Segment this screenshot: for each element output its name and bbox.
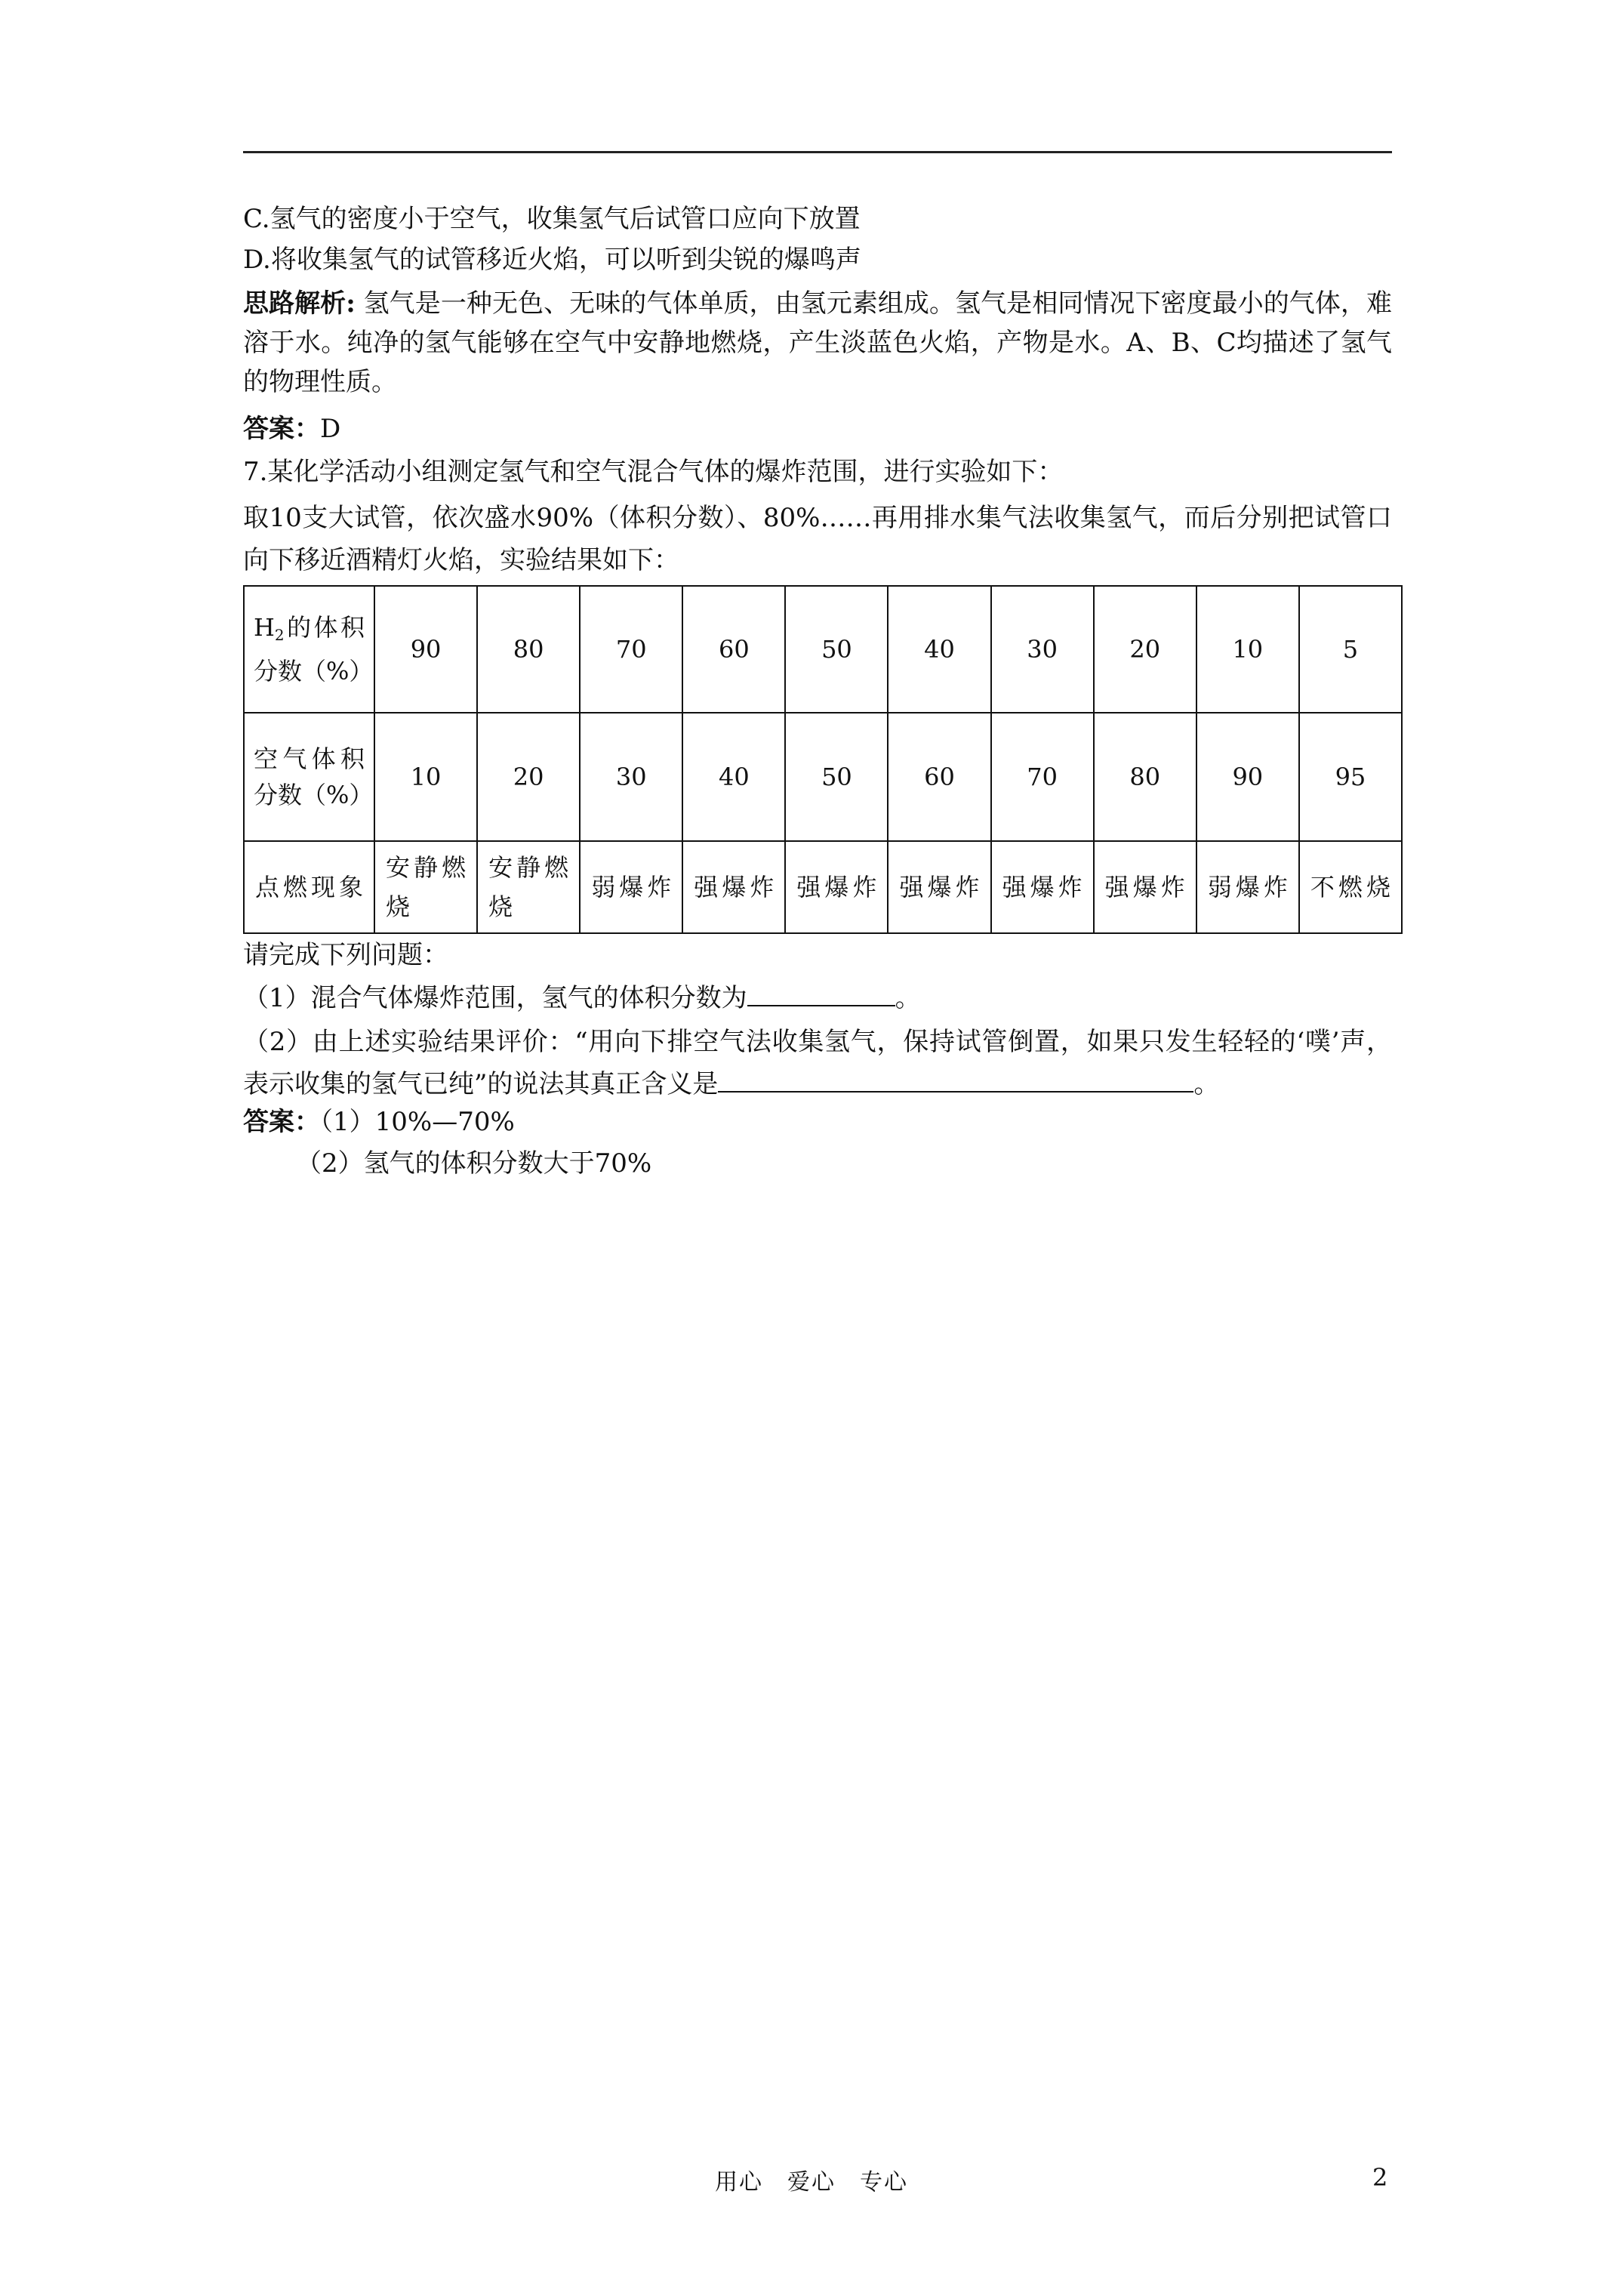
- table-row-h2: [244, 586, 1402, 713]
- table-cell: 20: [477, 713, 580, 841]
- table-cell: 90: [374, 586, 477, 713]
- table-cell: 不燃烧: [1299, 841, 1402, 933]
- table-cell: 80: [1094, 713, 1196, 841]
- table-cell: 95: [1299, 713, 1402, 841]
- table-cell: 20: [1094, 586, 1196, 713]
- table-cell: 强爆炸: [991, 841, 1094, 933]
- table-cell: 60: [888, 713, 990, 841]
- table-cell: 60: [682, 586, 785, 713]
- table-cell: 安静燃烧: [374, 841, 477, 933]
- question-7-1: （1）混合气体爆炸范围，氢气的体积分数为 。: [243, 979, 921, 1015]
- row-head-phenomenon: 点燃现象: [244, 841, 374, 933]
- option-d: D.将收集氢气的试管移近火焰，可以听到尖锐的爆鸣声: [243, 245, 861, 275]
- table-cell: 强爆炸: [785, 841, 888, 933]
- row-head-air: 空气体积分数（%）: [244, 713, 374, 841]
- table-cell: 40: [888, 586, 990, 713]
- table-cell: 30: [580, 713, 682, 841]
- row-head-h2: $H_2$的体积分数（%）: [244, 586, 374, 713]
- table-cell: 30: [991, 586, 1094, 713]
- answer-7-label: 答案：: [243, 1107, 320, 1137]
- answer-blank-1: [747, 979, 895, 1006]
- table-cell: 安静燃烧: [477, 841, 580, 933]
- table-cell: 50: [785, 713, 888, 841]
- table-cell: 强爆炸: [1094, 841, 1196, 933]
- table-cell: 70: [580, 586, 682, 713]
- header-rule: [243, 151, 1392, 153]
- table-cell: 弱爆炸: [580, 841, 682, 933]
- analysis-label: 思路解析:: [243, 288, 356, 319]
- question-7-2: （2）由上述实验结果评价：“用向下排空气法收集氢气，保持试管倒置，如果只发生轻轻的‘噗’声，表示收集的氢气已纯”的说法其真正含义是 。: [243, 1027, 1392, 1099]
- results-table: [243, 585, 1403, 934]
- answer-7-1: 答案：（1）10%—70%: [243, 1107, 515, 1137]
- analysis-paragraph: [243, 284, 1392, 402]
- question-7-text: 取10支大试管，依次盛水90%（体积分数）、80%……再用排水集气法收集氢气，而后分别把试管口向下移近酒精灯火焰，实验结果如下：: [243, 503, 1392, 575]
- answer-6: [243, 412, 340, 445]
- page-number: 2: [1372, 2163, 1388, 2192]
- table-cell: 80: [477, 586, 580, 713]
- table-cell: 50: [785, 586, 888, 713]
- analysis-text: 氢气是一种无色、无味的气体单质，由氢元素组成。氢气是相同情况下密度最小的气体，难溶于水。纯净的氢气能够在空气中安静地燃烧，产生淡蓝色火焰，产物是水。A、B、C均描述了氢气的物理性质。: [243, 288, 1392, 397]
- table-cell: 强爆炸: [682, 841, 785, 933]
- table-row-phenomenon: [244, 841, 1402, 933]
- option-c: C.氢气的密度小于空气，收集氢气后试管口应向下放置: [243, 204, 861, 234]
- footer-motto: 用心 爱心 专心: [715, 2169, 908, 2196]
- table-row-air: [244, 713, 1402, 841]
- table-cell: 弱爆炸: [1196, 841, 1299, 933]
- table-cell: 70: [991, 713, 1094, 841]
- table-cell: 5: [1299, 586, 1402, 713]
- question-7-title: 7.某化学活动小组测定氢气和空气混合气体的爆炸范围，进行实验如下：: [243, 457, 1064, 487]
- table-cell: 强爆炸: [888, 841, 990, 933]
- answer-7-2: （2）氢气的体积分数大于70%: [296, 1148, 652, 1179]
- table-cell: 10: [1196, 586, 1299, 713]
- answer-6-value: D: [320, 414, 341, 444]
- table-cell: 40: [682, 713, 785, 841]
- answer-blank-2: [718, 1065, 1193, 1093]
- answer-6-label: 答案：: [243, 414, 320, 444]
- table-cell: 10: [374, 713, 477, 841]
- table-cell: 90: [1196, 713, 1299, 841]
- questions-intro: 请完成下列问题：: [243, 940, 448, 970]
